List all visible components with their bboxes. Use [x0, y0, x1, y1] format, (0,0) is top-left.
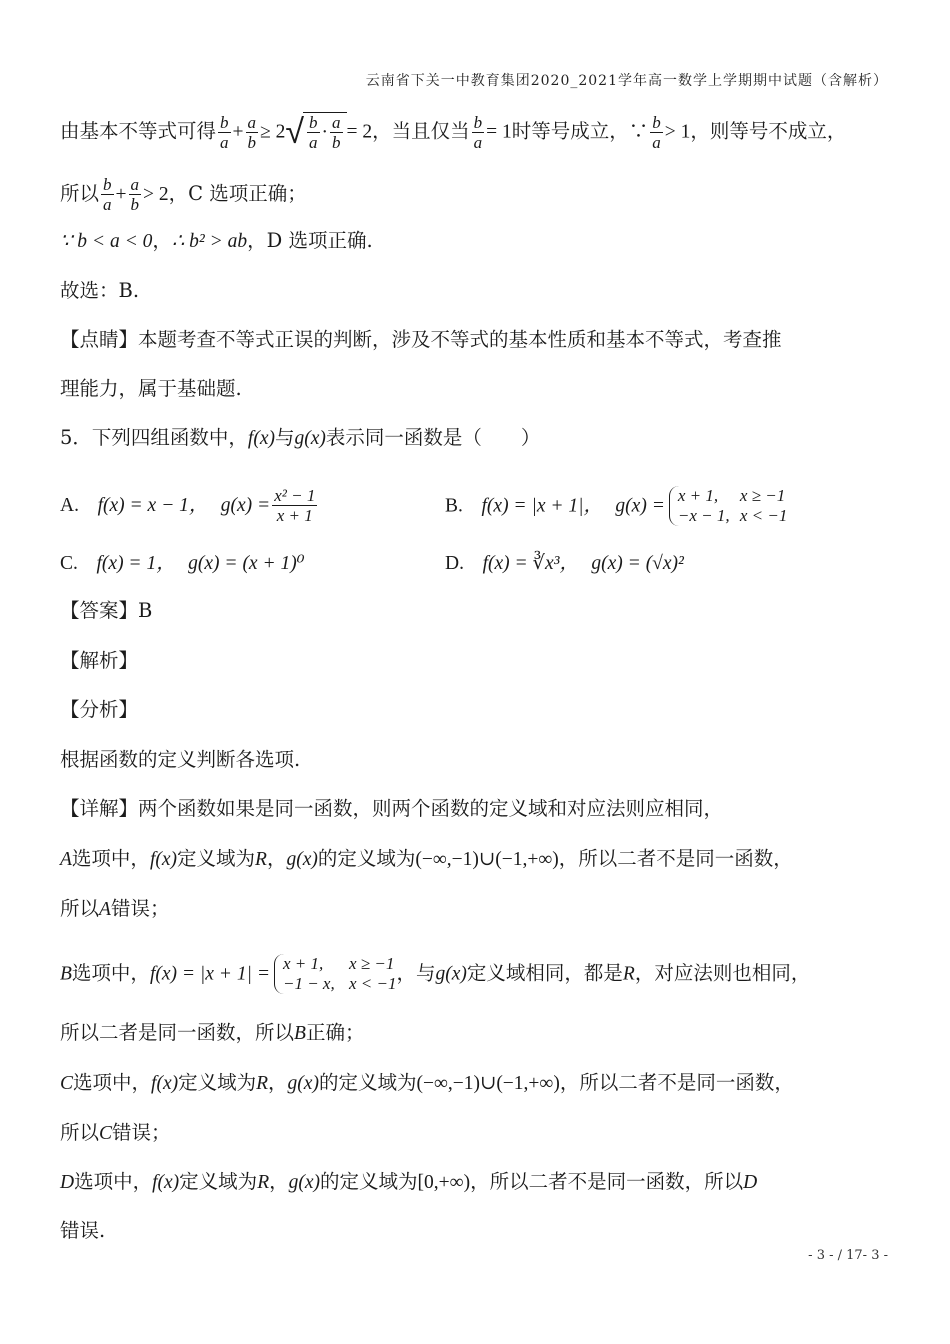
math-R: R — [256, 1073, 269, 1094]
text-segment: ， — [269, 1170, 289, 1193]
text-segment: 表示同一函数是（ ） — [325, 426, 541, 449]
piecewise-expr: −1 − x, — [282, 974, 335, 993]
text-segment: 时等号成立，∵ — [511, 119, 649, 143]
math-var: D — [60, 1172, 75, 1193]
text-segment: ，所以二者不是同一函数，所以 — [470, 1170, 744, 1193]
piecewise-expr: −x − 1, — [677, 506, 730, 525]
text-segment: 由基本不等式可得 — [60, 119, 217, 143]
text-segment: ，当且仅当 — [372, 119, 470, 143]
math-var: A — [60, 849, 72, 870]
text-line-4: 故选：B. — [60, 279, 140, 302]
piecewise-expr: x + 1, — [677, 486, 719, 505]
text-segment: ，D 选项正确. — [247, 229, 373, 252]
math-R: R — [257, 1172, 270, 1193]
text-segment: 与 — [274, 426, 295, 449]
math-gx: g(x) — [286, 849, 318, 870]
text-segment: 定义域为 — [177, 847, 256, 870]
option-b — [445, 486, 787, 526]
analysis-c-line-2 — [60, 1118, 171, 1149]
text-line-2: 所以 $\frac{b}{a}$ + $\frac{a}{b}$ > 2，C 选项正确； — [60, 175, 307, 214]
option-a — [60, 486, 319, 525]
math-gt-1: > 1 — [664, 121, 691, 143]
math-fx: f(x) — [151, 1073, 179, 1094]
text-segment: 正确； — [305, 1021, 365, 1044]
text-line-1: 由基本不等式可得 $\frac{b}{a}$ + $\frac{a}{b}$ ≥ 2√ $\frac{b}{a}$ · $\frac{a}{b}$ = 2，当且仅当 $\frac{b}{a}$ = 1时等号成立，∵ $\frac{b}{a}$ > 1，则等号不成立， — [60, 112, 847, 152]
piecewise-brace — [274, 954, 397, 994]
analysis-a-line-1 — [60, 844, 793, 875]
piecewise-cond: x < −1 — [739, 506, 788, 525]
fenxi-heading: 【分析】 — [60, 698, 139, 721]
text-segment: ，所以二者不是同一函数， — [558, 847, 793, 870]
math-inequality: ∴ b² > ab — [171, 231, 248, 252]
fenxi-text: 根据函数的定义判断各选项. — [60, 748, 301, 771]
comment-line-1: 【点睛】本题考查不等式正误的判断，涉及不等式的基本性质和基本不等式，考查推 — [60, 328, 782, 351]
text-segment: ， — [268, 1071, 288, 1094]
math-eq-1: = 1 — [486, 121, 512, 143]
text-segment: 5．下列四组函数中， — [60, 426, 248, 449]
math-var: B — [60, 963, 72, 985]
math-gt-2: > 2 — [143, 184, 169, 205]
fraction-denominator: x + 1 — [276, 506, 313, 525]
math-R: R — [622, 963, 635, 985]
analysis-heading: 【解析】 — [60, 649, 139, 672]
text-segment: 的定义域为 — [320, 1170, 418, 1193]
text-segment: ， — [266, 847, 287, 870]
text-segment: 错误； — [112, 1121, 171, 1144]
piecewise-cond: x ≥ −1 — [348, 954, 395, 973]
math-domain: (−∞,−1)∪(−1,+∞) — [416, 1073, 560, 1094]
text-segment: ，所以二者不是同一函数， — [559, 1071, 794, 1094]
option-a-g: g(x) = — [220, 495, 271, 516]
text-segment: 所以 — [60, 1121, 100, 1144]
text-segment: 选项中， — [74, 1170, 153, 1193]
option-label: C. — [60, 553, 78, 574]
option-b-g: g(x) = — [615, 495, 665, 517]
math-eq-2: = 2 — [346, 121, 373, 143]
fraction-numerator: x² − 1 — [274, 486, 316, 505]
analysis-d-line-1 — [60, 1167, 757, 1198]
analysis-c-line-1 — [60, 1068, 794, 1099]
analysis-a-line-2 — [60, 894, 169, 925]
text-segment: ，与 — [396, 961, 436, 985]
option-c-g: g(x) = (x + 1)⁰ — [188, 553, 305, 574]
text-segment: 的定义域为 — [317, 847, 416, 870]
fraction-a-over-b: $\frac{a}{b}$ — [247, 112, 257, 152]
option-c-f: f(x) = 1， — [96, 553, 176, 574]
text-segment: 所以二者是同一函数，所以 — [60, 1021, 295, 1044]
text-segment: 选项中， — [71, 847, 150, 870]
detail-line: 【详解】两个函数如果是同一函数，则两个函数的定义域和对应法则应相同， — [60, 797, 724, 820]
option-d-f: f(x) = ∛x³， — [482, 553, 579, 574]
math-R: R — [255, 849, 267, 870]
text-segment: 所以 — [60, 897, 100, 920]
math-var: C — [60, 1073, 74, 1094]
analysis-d-line-2: 错误. — [60, 1219, 106, 1242]
text-segment: 选项中， — [73, 1071, 152, 1094]
math-ge-2: ≥ 2 — [260, 121, 286, 143]
sqrt-content: $\frac{b}{a}$ · $\frac{a}{b}$ — [303, 112, 347, 152]
text-segment: 错误； — [110, 897, 170, 920]
text-segment: 的定义域为 — [318, 1071, 417, 1094]
math-domain: [0,+∞) — [417, 1172, 471, 1193]
answer-heading: 【答案】B — [60, 599, 153, 622]
option-d — [445, 548, 684, 579]
math-gx: g(x) — [288, 1172, 321, 1193]
page-header: 云南省下关一中教育集团2020_2021学年高一数学上学期期中试题（含解析） — [365, 73, 888, 89]
option-c — [60, 548, 305, 579]
fraction-b-over-a: $\frac{b}{a}$ — [220, 112, 229, 152]
text-segment: ，C 选项正确； — [168, 182, 307, 205]
analysis-b-line-1 — [60, 954, 810, 994]
math-var: B — [294, 1023, 306, 1044]
math-var: A — [99, 899, 111, 920]
math-gx: g(x) — [435, 963, 467, 985]
math-inequality: ∵ b < a < 0 — [60, 231, 153, 252]
math-gx: g(x) — [294, 428, 326, 449]
math-fx: f(x) = |x + 1| = — [149, 963, 270, 985]
piecewise-cond: x < −1 — [348, 974, 397, 993]
text-segment: 定义域为 — [179, 1170, 258, 1193]
option-d-g: g(x) = (√x)² — [591, 553, 684, 574]
comment-line-2: 理能力，属于基础题. — [60, 377, 242, 400]
analysis-b-line-2 — [60, 1018, 364, 1049]
text-segment: 所以 — [60, 182, 100, 205]
piecewise-brace — [669, 486, 788, 526]
math-domain: (−∞,−1)∪(−1,+∞) — [415, 849, 559, 870]
piecewise-cond: x ≥ −1 — [739, 486, 786, 505]
option-a-f: f(x) = x − 1， — [97, 495, 209, 516]
math-var: C — [99, 1123, 113, 1144]
page-number: - 3 - / 17- 3 - — [808, 1248, 888, 1263]
sqrt-icon: √ — [285, 112, 305, 152]
option-label: A. — [60, 495, 79, 516]
text-segment: 定义域相同，都是 — [466, 961, 623, 985]
math-fx: f(x) — [149, 849, 177, 870]
option-b-f: f(x) = |x + 1|， — [481, 495, 604, 517]
question-5 — [60, 423, 540, 454]
math-var: D — [743, 1172, 758, 1193]
math-fx: f(x) — [152, 1172, 180, 1193]
text-line-3: ∵ b < a < 0，∴ b² > ab，D 选项正确. — [60, 229, 373, 252]
piecewise-expr: x + 1, — [282, 954, 324, 973]
text-segment: 选项中， — [71, 961, 150, 985]
text-segment: ，对应法则也相同， — [634, 961, 811, 985]
option-label: B. — [445, 495, 463, 517]
math-gx: g(x) — [287, 1073, 319, 1094]
text-segment: 定义域为 — [178, 1071, 257, 1094]
text-segment: ，则等号不成立， — [690, 119, 847, 143]
math-fx: f(x) — [247, 428, 275, 449]
option-label: D. — [445, 553, 464, 574]
